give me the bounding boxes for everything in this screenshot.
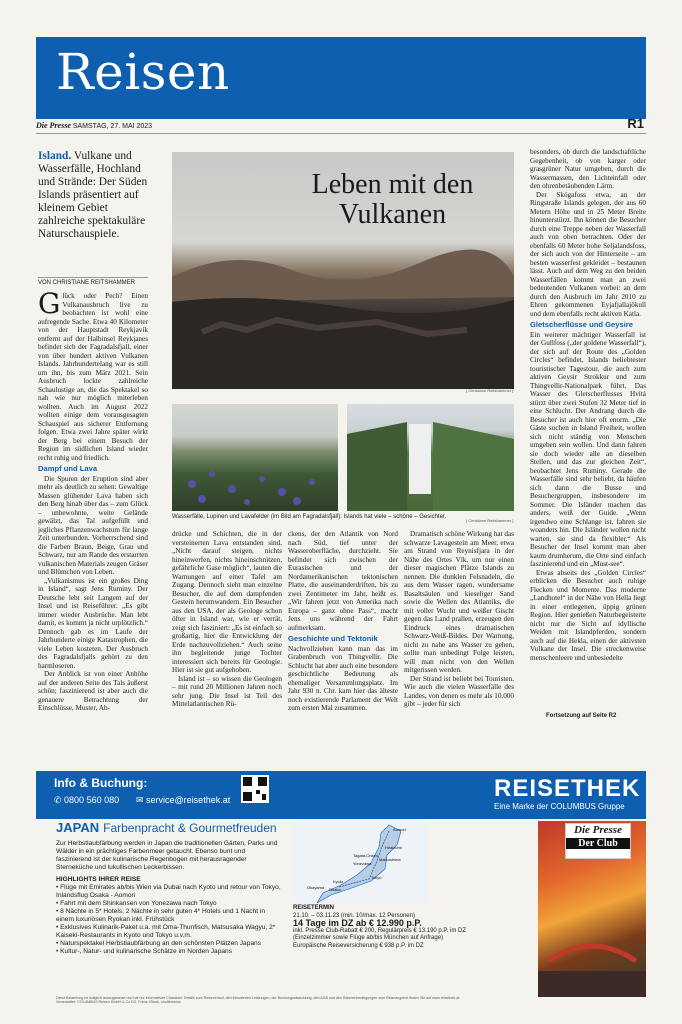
map-label: Yonezawa: [353, 861, 372, 866]
ad-text: [56, 840, 281, 956]
map-label: Okayama: [307, 885, 325, 890]
highlight-item: • Exklusives Kulinarik-Paket u.a. mit Oma-Thunfisch, Matsusaka Wagyu, 2* Kaiseki-Restaurants in Kyoto und Tokyo u.v.m.: [56, 924, 281, 940]
lead-text: Vulkane und Wasserfälle, Hochland und Strände: Der Süden Islands präsentiert auf kleinem Gebiet zahlreiche spektakuläre Naturschauspiele.: [38, 150, 148, 240]
col-4: [404, 530, 514, 730]
highlights-title: HIGHLIGHTS IHRER REISE: [56, 876, 141, 883]
ad-info-label: Info & Buchung:: [54, 776, 148, 790]
highlight-item: • 8 Nächte in 5* Hotels, 2 Nächte in sehr guten 4* Hotels und 1 Nacht in einem luxuriösen Ryokan inkl. Frühstück: [56, 908, 281, 924]
waterfall-illustration: [347, 404, 514, 511]
fine-print: Diese Bewertung ist lediglich auszugsweise und hat nur informativen Charakter. Details zum Reiseverlauf, den inkludierten Leistungen, der Buchungsabwicklung, den AGB und den Rahmenbedingungen zum Reiseangebot finden Sie auf www.reisethek.at. Veranstalter: COLUMBUS Reisen GmbH & Co KG. Fotos: iStock, shutterstock.: [56, 996, 461, 1004]
heading-1: Dampf und Lava: [38, 464, 98, 473]
heading-3: Gletscherflüsse und Geysire: [530, 320, 633, 329]
qr-code-icon[interactable]: [241, 775, 269, 803]
lead-kicker: Island.: [38, 150, 72, 162]
map-label: Tokyo: [371, 875, 382, 880]
col5d: Etwas abseits des „Golden Circles“ erblicken die Besucher auch ruhige Flecken und Momente. Das moderne „Landhotel“ in der Nähe von Hella liegt in einer entlegenen, üppig grünen Region. Hier genießen Naturbegeisterte nicht nur die Sicht auf idyllische Weiden mit Islandpferden, sondern auch auf die Hekla, einen der aktivsten Vulkane der Insel. Die streckenweise menschenleere und unbesiedelte: [530, 568, 646, 662]
col-3: [288, 530, 398, 730]
termin-extra: (Einzelzimmer sowie Flüge ab/bis München auf Anfrage): [293, 935, 444, 941]
continued-note: Fortsetzung auf Seite R2: [546, 713, 617, 719]
ad-band: [36, 771, 646, 819]
map-label: Matsushima: [379, 857, 401, 862]
col2b: Island ist – so wissen die Geologen – mit rund 20 Millionen Jahren noch sehr jung. Die Insel ist Teil des Mittelatlantischen Rü-: [172, 674, 282, 708]
date: SAMSTAG, 27. MAI 2023: [72, 123, 153, 130]
ad-email[interactable]: ✉ service@reisethek.at: [136, 795, 231, 805]
author: VON CHRISTIANE REITSHAMMER: [38, 277, 148, 286]
ad-intro: Zur Herbstlaubfärbung werden in Japan die traditionellen Gärten, Parks und Wälder in ein prächtiges Farbenmeer getaucht. Ebenso bunt und faszinierend ist der kulinarische Regenbogen mit herausragender Sterneküche und lukullischen Leckerbissen.: [56, 840, 278, 871]
col-2: [172, 530, 282, 730]
ad-title: JAPAN: [56, 820, 100, 835]
highlight-item: • Fahrt mit dem Shinkansen von Yonezawa nach Tokyo: [56, 900, 281, 908]
lead: [38, 150, 148, 241]
dropcap: G: [38, 292, 61, 320]
page-number: R1: [627, 116, 644, 131]
waterfall-photo: [347, 404, 514, 511]
highlights-list: [56, 884, 281, 956]
col3: ckens, der den Atlantik von Nord nach Süd, tief unter der Wasseroberfläche, durchzieht. Sie befindet sich zwischen der Eurasischen und der Nordamerikanischen tektonischen Platte, die auseinanderdriften, bis zu zwei Zentimeter im Jahr, heißt es. „Wir fahren jetzt von Amerika nach Europa – ganz ohne Pass“, macht Jens uns während der Fahrt aufmerksam.: [288, 530, 398, 632]
termin-box: [293, 905, 473, 950]
col1d: Der Anblick ist von einer Anhöhe auf der anderen Seite des Tals äußerst schön; faszinierend ist aber auch die genauere Betrachtung der Einschlüsse, Muster, Ab-: [38, 670, 148, 712]
ad-phone[interactable]: ✆ 0800 560 080: [54, 795, 120, 805]
dateline: [36, 118, 646, 134]
map-label: Osaka: [329, 887, 341, 892]
col3b: Nachvollziehen kann man das im Grabenbruch von Thingvellir. Die Schlucht hat aber auch eine besondere geschichtliche Bedeutung als ehemaliger Versammlungsplatz. Im Jahr 930 n. Chr. kam hier das älteste noch existierende Parlament der Welt zum ersten Mal zusammen.: [288, 644, 398, 712]
col5: besonders, ob durch die landschaftliche Gegebenheit, ob von karger oder grasgrüner Natur umgeben, durch die Wassermassen, den Lichteinfall oder den ohrenbetäubenden Lärm.: [530, 148, 646, 190]
col4: Dramatisch schöne Wirkung hat das schwarze Lavagestein am Meer, etwa am Strand von Reynisfjara in der Nähe des Ortes Vík, um nur einen dieser magischen Plätze Islands zu nennen. Die dunklen Felsnadeln, die aus dem Wasser ragen, wundersame Basaltsäulen und kieseliger Sand sowie die Wellen des Atlantiks, die mit voller Wucht und weißer Gischt gegen das Land prallen, erzeugen den Eindruck eines dramatischen Schwarz-Weiß-Bildes. Der Warnung, nicht zu nahe ans Wasser zu gehen, sollte man unbedingt Folge leisten, will man nicht von den Wellen mitgerissen werden.: [404, 530, 514, 674]
map-label: Hiraizumi: [385, 845, 402, 850]
col1-text: lück oder Pech? Einen Vulkanausbruch live zu beobachten ist wohl eine aufregende Sache. Etwa 40 Kilometer von der Hauptstadt Reykjavík entfernt auf der Halbinsel Reykjanes befindet sich der Fagradalsfjall, einer von über hundert aktiven Vulkanen Islands. Jahrhundertelang war es still um ihn, bis zum März 2021. Sein Ausbruch lockte zahlreiche Schaulustige an, die das Spektakel so nah wie nur möglich miterleben wollten. Auch im August 2022 wollten einige dem vorausgesagten Schauspiel aus sicherer Entfernung folgen. Etwa zwei Jahre später wirkt der Berg bei einem Besuch der Region im südlichen Island wieder recht ruhig und friedlich.: [38, 292, 148, 462]
photo-credit: [ Christiane Reitshammer ]: [466, 388, 514, 393]
termin-insurance: Europäische Reiseversicherung € 938 p.P. im DZ: [293, 942, 424, 949]
lupin-photo: [172, 404, 338, 511]
termin-price: 14 Tage im DZ ab € 12.990 p.P.: [293, 918, 422, 928]
heading-2: Geschichte und Tektonik: [288, 634, 378, 643]
section-title: Reisen: [56, 43, 230, 101]
map-label: Tagata-Onsen: [353, 853, 379, 858]
section-banner: [36, 37, 646, 119]
col5b: Der Skógafoss etwa, an der Ringstraße Islands gelegen, der aus 60 Metern Höhe und in 25 Meter Breite hinunterstürzt. Ihn können die Besucher durch eine Treppe neben der Wasserfall auch von oben betrachten. Oder der ebenfalls 60 Meter hohe Seljalandsfoss, der sich auch von der Hinterseite – am besten wasserfest gekleidet – bestaunen lässt. Auch auf dem Weg zu den beiden Wasserfällen kommt man an zwei bedeutenden Vulkanen vorbei: an dem durch den Ausbruch im Jahr 2010 zu Ehren gekommenen Eyjafjallajökull und dem ebenfalls recht aktiven Katla.: [530, 190, 646, 318]
japan-map: [293, 821, 428, 903]
map-label: Aomori: [393, 827, 406, 832]
col-1: [38, 292, 148, 728]
col2: drücke und Schichten, die in der versteinerten Lava entstanden sind. „Nicht darauf steigen, nichts hineinwerfen, nichts hineinschnitzen, gefährliche Gase möglich“, lauten die Warnungen auf einer Tafel am Zugang. Dennoch sieht man einzelne Besucher, die auf dem dampfenden Gestein herumwandern. Ein Besucher aus den USA, der als Geologe schon öfter in Island war, wie er verrät, zeigt sich fasziniert: „Es ist einfach so großartig, hier die Entwicklung der Erde nachzuvollziehen.“ Auch seine ihn begleitende junge Tochter interessiert sich bereits für Geologie. Hier ist sie gut aufgehoben.: [172, 530, 282, 674]
ad-heading: [56, 819, 277, 837]
reisethek-sub: Eine Marke der COLUMBUS Gruppe: [494, 802, 625, 811]
col5c: Ein weiterer mächtiger Wasserfall ist der Gullfoss („der goldene Wasserfall“), der sich auf der Route des „Golden Circles“ befindet, Islands beliebtester touristischer Tagestour, die auch zum aktiven Geysir Strokkur und zum Thingvellir-Nationalpark führt. Das Wasser des Gletscherflusses Hvítá stürzt über zwei Stufen 32 Meter tief in eine Schlucht. Der Andrang durch die Besucher ist auch hier oft enorm. „Die Gäste suchen in Island Freiheit, wollen sich nicht ständig von Menschen umgeben sein wollen. Und dann fahren sie doch wieder alle an dieselben Stellen, und das zur gleichen Zeit“, beobachtet Jens Ruminy. Gerade die Wasserfälle sind sehr beliebt, da häufen sich dann die Busse und Besuchergruppen, insbesondere im Sommer. Die Isländer machen das anders, weiß der Guide. „Wenn irgendwo eine Schlange ist, fahren sie woanders hin. Die Isländer wollen nicht warten, sie sind da flexibler.“ Als Besucher der Insel kommt man aber kaum drumherum, die Orte sind einfach faszinierend und ein „Must-see“.: [530, 330, 646, 568]
highlight-item: • Kultur-, Natur- und kulinarische Schätze im Norden Japans: [56, 948, 281, 956]
ad-subtitle: Farbenpracht & Gourmetfreuden: [103, 821, 277, 835]
highlight-item: • Naturspektakel Herbstlaubfärbung an den schönsten Plätzen Japans: [56, 940, 281, 948]
japan-map-illustration: [293, 821, 428, 903]
highlight-item: • Flüge mit Emirates ab/bis Wien via Dubai nach Kyoto und retour von Tokyo, Inlandsflug Osaka - Aomori: [56, 884, 281, 900]
lupin-illustration: [172, 404, 338, 511]
reisethek-logo: REISETHEK: [494, 775, 641, 802]
brand: Die Presse: [36, 121, 71, 130]
termin-dates: 21.10. – 03.11.23 (min. 10/max. 12 Personen): [293, 912, 415, 919]
presse-club-logo: [565, 823, 631, 859]
map-label: Kyoto: [333, 879, 344, 884]
col1c: „Vulkanismus ist ein großes Ding in Island“, sagt Jens Ruminy. Der Deutsche lebt seit Langem auf der Insel und ist Reiseführer. „Es gibt immer wieder Ausbrüche. Man lebt damit, es kommt ja nicht urplötzlich.“ Dennoch gab es im Laufe der Jahrhunderte einige Katastrophen, die viele Leben kosteten. Der Ausbruch des Fagradalsfjalls gehört zu den harmloseren.: [38, 576, 148, 670]
col1b: Die Spuren der Eruption sind aber mehr als deutlich zu sehen: Gewaltige Massen glühender Lava haben sich den Berg hinab über das – zum Glück – unbewohnte, weite Gelände gewälzt, das Tal aufgefüllt und jegliches Pflanzenwachstum für lange Zeit unterbunden. Vorherrschend sind die Farben Braun, Beige, Grau und Schwarz, nur am Rande des erstarrten vulkanischen Materials zeugen Gräser und Blümchen von Leben.: [38, 474, 148, 576]
headline: Leben mit den Vulkanen: [311, 169, 474, 230]
termin-title: REISETERMIN: [293, 905, 335, 911]
club-b: Der Club: [566, 838, 630, 849]
photo-credit-2: [ Christiane Reitshammer ]: [466, 518, 514, 523]
col-5: [530, 148, 646, 713]
photo-caption: Wasserfälle, Lupinen und Lavafelder (im Bild am Fagradalsfjall): Islands hat viele – schöne – Gesichter.: [172, 514, 447, 520]
club-a: Die Presse: [574, 824, 622, 836]
termin-price-note: inkl. Presse Club-Rabatt € 200, Regulärpreis € 13.190 p.P. im DZ: [293, 927, 466, 934]
col4b: Der Strand ist beliebt bei Touristen. Wie auch die vielen Wasserfälle des Landes, von denen es mehr als 10.000 gibt – jeder für sich: [404, 674, 514, 708]
